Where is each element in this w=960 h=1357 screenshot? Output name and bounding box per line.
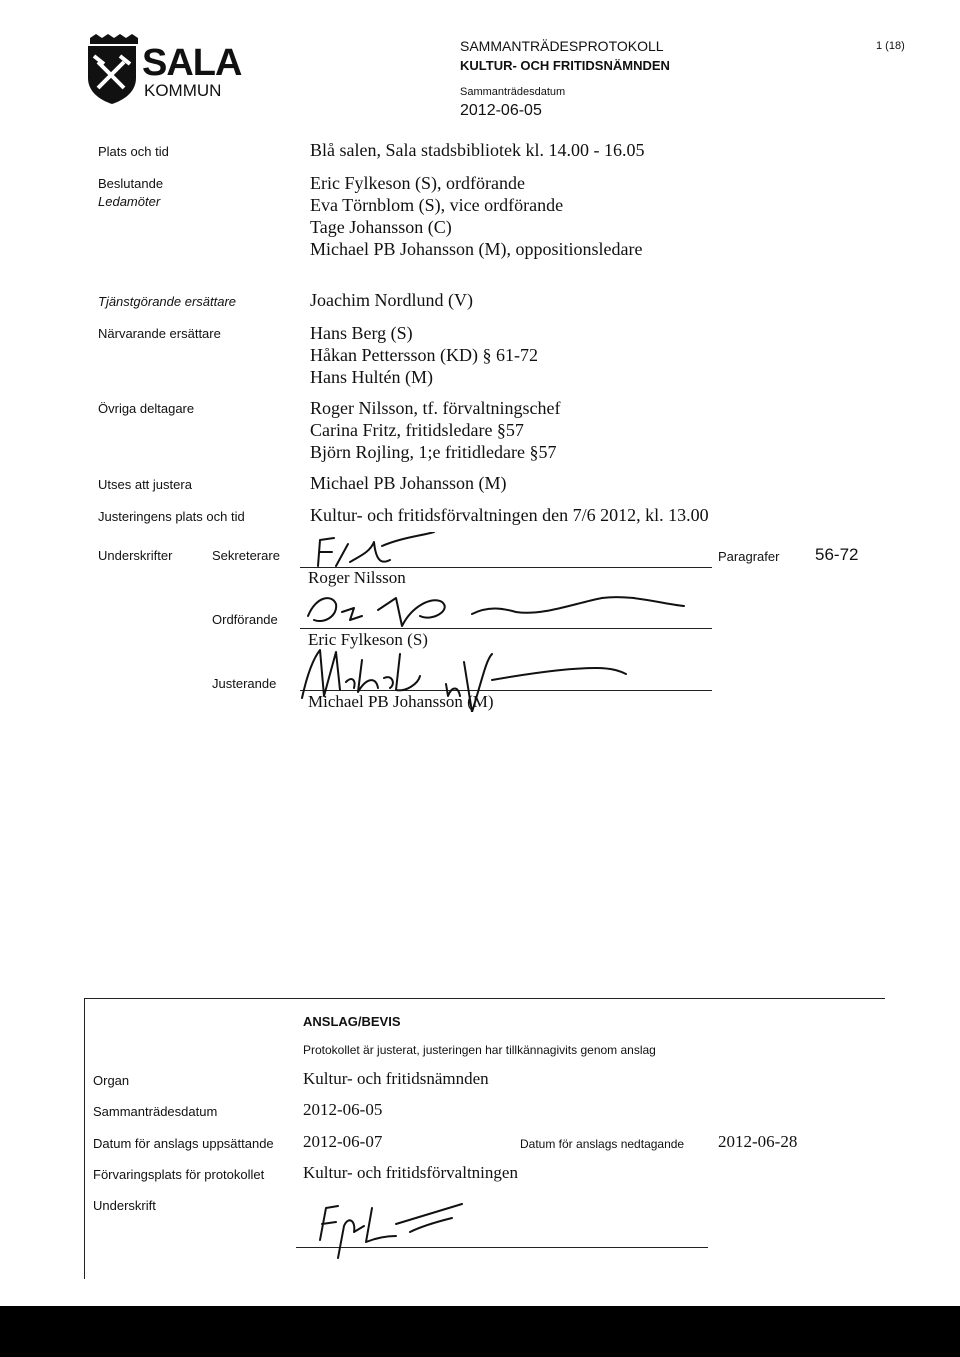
adjuster-sig-label: Justerande <box>212 676 277 691</box>
notice-subtitle: Protokollet är justerat, justeringen har tillkännagivits genom anslag <box>303 1043 656 1057</box>
meeting-date-value: 2012-06-05 <box>303 1100 383 1119</box>
present-subs-list <box>310 322 538 388</box>
others-list <box>310 397 560 463</box>
members-label: Ledamöter <box>98 194 161 209</box>
present-sub-item: Håkan Pettersson (KD) § 61-72 <box>310 345 538 365</box>
serving-sub-value: Joachim Nordlund (V) <box>310 290 473 310</box>
removed-label: Datum för anslags nedtagande <box>520 1137 685 1151</box>
scan-bottom-edge <box>0 1306 960 1357</box>
notice-signature-label: Underskrift <box>93 1198 156 1213</box>
member-item: Michael PB Johansson (M), oppositionsledare <box>310 239 643 259</box>
storage-label: Förvaringsplats för protokollet <box>93 1167 265 1182</box>
secretary-label: Sekreterare <box>212 548 280 563</box>
chair-signature <box>302 586 702 634</box>
members-list <box>310 172 642 260</box>
place-label: Plats och tid <box>98 144 169 159</box>
adjust-place-value: Kultur- och fritidsförvaltningen den 7/6 2012, kl. 13.00 <box>310 505 709 525</box>
header-date: 2012-06-05 <box>460 102 542 119</box>
kommun-crest-icon <box>84 34 140 104</box>
secretary-signature <box>310 532 470 572</box>
member-item: Tage Johansson (C) <box>310 217 452 237</box>
storage-value: Kultur- och fritidsförvaltningen <box>303 1163 518 1182</box>
adjuster-label: Utses att justera <box>98 477 192 492</box>
page-number: 1 (18) <box>876 40 905 52</box>
removed-value: 2012-06-28 <box>718 1132 798 1151</box>
notice-signature <box>312 1196 492 1260</box>
header-date-label: Sammanträdesdatum <box>460 86 566 98</box>
paragraphs-label: Paragrafer <box>718 549 780 564</box>
chair-name: Eric Fylkeson (S) <box>308 630 428 649</box>
adjust-place-label: Justeringens plats och tid <box>98 509 245 524</box>
adjuster-sig-name: Michael PB Johansson (M) <box>308 692 494 711</box>
adjuster-value: Michael PB Johansson (M) <box>310 473 507 493</box>
posted-value: 2012-06-07 <box>303 1132 383 1151</box>
organ-value: Kultur- och fritidsnämnden <box>303 1069 489 1088</box>
place-value: Blå salen, Sala stadsbibliotek kl. 14.00 - 16.05 <box>310 140 645 160</box>
logo-wordmark: SALA <box>142 42 242 84</box>
deciding-label: Beslutande <box>98 176 164 191</box>
paragraphs-value: 56-72 <box>815 545 859 564</box>
committee-name: KULTUR- OCH FRITIDSNÄMNDEN <box>460 58 670 73</box>
kommun-logo <box>84 34 260 104</box>
document-type: SAMMANTRÄDESPROTOKOLL <box>460 38 664 54</box>
other-item: Carina Fritz, fritidsledare §57 <box>310 420 524 440</box>
serving-sub-label: Tjänstgörande ersättare <box>98 294 237 309</box>
signatures-label: Underskrifter <box>98 548 173 563</box>
other-item: Björn Rojling, 1;e fritidledare §57 <box>310 442 557 462</box>
organ-label: Organ <box>93 1073 130 1088</box>
member-item: Eric Fylkeson (S), ordförande <box>310 173 525 193</box>
other-item: Roger Nilsson, tf. förvaltningschef <box>310 398 561 418</box>
present-sub-label: Närvarande ersättare <box>98 326 221 341</box>
chair-label: Ordförande <box>212 612 278 627</box>
posted-label: Datum för anslags uppsättande <box>93 1136 274 1151</box>
others-label: Övriga deltagare <box>98 401 195 416</box>
present-sub-item: Hans Berg (S) <box>310 323 413 343</box>
secretary-name: Roger Nilsson <box>308 568 406 587</box>
member-item: Eva Törnblom (S), vice ordförande <box>310 195 564 215</box>
meeting-date-label: Sammanträdesdatum <box>93 1104 218 1119</box>
present-sub-item: Hans Hultén (M) <box>310 367 433 387</box>
logo-subtext: KOMMUN <box>144 81 222 100</box>
notice-title: ANSLAG/BEVIS <box>303 1014 401 1029</box>
